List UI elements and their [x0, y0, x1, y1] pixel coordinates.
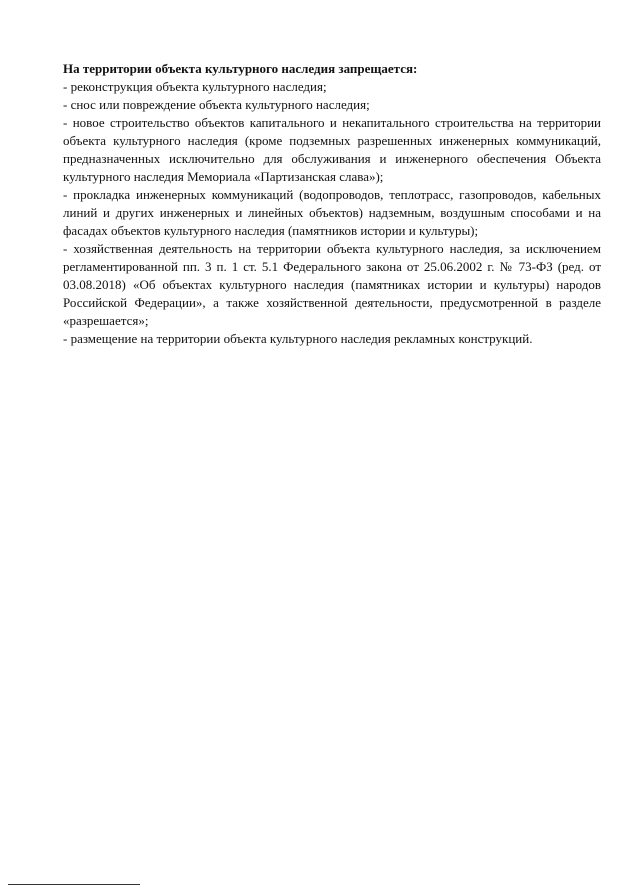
list-item: - хозяйственная деятельность на территории объекта культурного наследия, за исключением регламентированной пп. 3 п. 1 ст. 5.1 Федерального закона от 25.06.2002 г. № 73-ФЗ (ред. от 03.08.2018) «Об объектах культурного наследия (памятниках истории и культуры) народов Российской Федерации», а также хозяйственной деятельности, предусмотренной в разделе «разрешается»;: [63, 241, 601, 328]
list-item: - снос или повреждение объекта культурного наследия;: [63, 97, 370, 112]
list-item: - реконструкция объекта культурного наследия;: [63, 79, 327, 94]
list-item: - прокладка инженерных коммуникаций (водопроводов, теплотрасс, газопроводов, кабельных линий и других инженерных и линейных объектов) надземным, воздушным способами и на фасадах объектов культурного наследия (памятников истории и культуры);: [63, 187, 601, 238]
prohibitions-list: [63, 78, 601, 348]
section-heading: На территории объекта культурного наследия запрещается:: [63, 61, 418, 76]
document-body: [63, 60, 601, 348]
list-item: - новое строительство объектов капитального и некапитального строительства на территории объекта культурного наследия (кроме подземных разрешенных инженерных коммуникаций, предназначенных исключительно для обслуживания и инженерного обеспечения Объекта культурного наследия Мемориала «Партизанская слава»);: [63, 115, 601, 184]
footnote-divider: [8, 884, 140, 885]
list-item: - размещение на территории объекта культурного наследия рекламных конструкций.: [63, 331, 533, 346]
